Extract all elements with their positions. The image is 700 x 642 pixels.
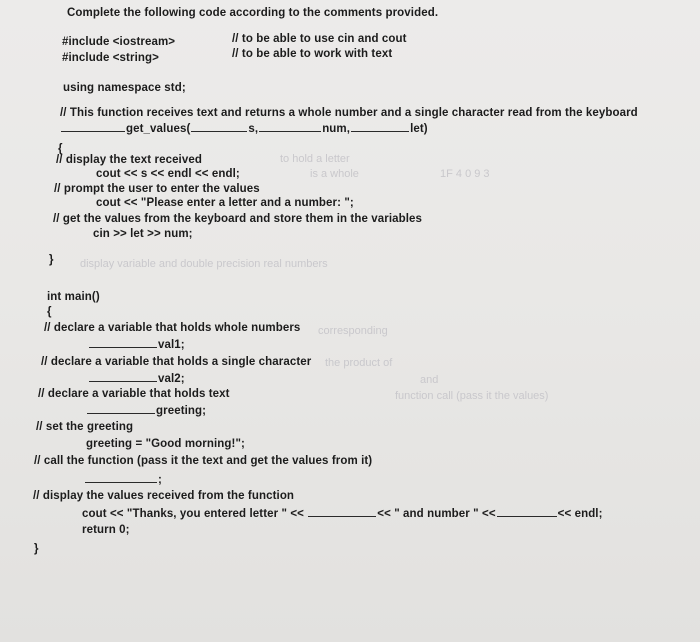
statement-cout-values: cout << "Thanks, you entered letter " << << " and number " << << endl; xyxy=(82,508,603,520)
include-string-comment: // to be able to work with text xyxy=(232,48,393,60)
bleed-through-text: 1F 4 0 9 3 xyxy=(440,168,490,180)
function-call-blank[interactable] xyxy=(85,473,157,483)
instruction-heading: Complete the following code according to the comments provided. xyxy=(67,7,439,19)
statement-return: return 0; xyxy=(82,524,130,536)
statement-cin: cin >> let >> num; xyxy=(93,228,193,240)
bleed-through-text: to hold a letter xyxy=(280,153,350,165)
comment-declare-text: // declare a variable that holds text xyxy=(38,388,230,400)
number-output-blank[interactable] xyxy=(497,507,557,517)
param1-type-blank[interactable] xyxy=(191,122,247,132)
main-close-brace: } xyxy=(34,543,39,555)
comment-display-text: // display the text received xyxy=(56,154,202,166)
comment-call-function: // call the function (pass it the text and get the values from it) xyxy=(34,455,373,467)
statement-set-greeting: greeting = "Good morning!"; xyxy=(86,438,245,450)
declare-greeting: greeting; xyxy=(86,404,206,417)
declare-val1: val1; xyxy=(88,338,185,351)
comment-display-values: // display the values received from the function xyxy=(33,490,295,502)
main-signature: int main() xyxy=(47,291,100,303)
function-comment: // This function receives text and returns a whole number and a single character read from the keyboard xyxy=(60,107,638,119)
function-open-brace: { xyxy=(58,143,63,155)
return-type-blank[interactable] xyxy=(61,122,125,132)
param3-type-blank[interactable] xyxy=(351,122,409,132)
greeting-type-blank[interactable] xyxy=(87,404,155,414)
comment-set-greeting: // set the greeting xyxy=(36,421,134,433)
bleed-through-text: display variable and double precision real numbers xyxy=(80,258,328,270)
using-namespace: using namespace std; xyxy=(63,82,186,94)
function-close-brace: } xyxy=(49,254,54,266)
include-iostream: #include <iostream> xyxy=(62,36,176,48)
function-signature: get_values( s, num, let) xyxy=(60,122,428,135)
main-open-brace: { xyxy=(47,306,52,318)
comment-declare-char: // declare a variable that holds a single character xyxy=(41,356,312,368)
bleed-through-text: corresponding xyxy=(318,325,388,337)
param2-type-blank[interactable] xyxy=(259,122,321,132)
comment-declare-whole: // declare a variable that holds whole numbers xyxy=(44,322,301,334)
include-string: #include <string> xyxy=(62,52,159,64)
val2-type-blank[interactable] xyxy=(89,372,157,382)
bleed-through-text: and xyxy=(420,374,439,386)
letter-output-blank[interactable] xyxy=(308,507,376,517)
bleed-through-text: the product of xyxy=(325,357,393,369)
bleed-through-text: is a whole xyxy=(310,168,359,180)
comment-get-values: // get the values from the keyboard and store them in the variables xyxy=(53,213,423,225)
comment-prompt: // prompt the user to enter the values xyxy=(54,183,260,195)
statement-prompt: cout << "Please enter a letter and a number: "; xyxy=(96,197,354,209)
bleed-through-text: function call (pass it the values) xyxy=(395,390,549,402)
val1-type-blank[interactable] xyxy=(89,338,157,348)
include-iostream-comment: // to be able to use cin and cout xyxy=(232,33,407,45)
declare-val2: val2; xyxy=(88,372,185,385)
statement-display-text: cout << s << endl << endl; xyxy=(96,168,240,180)
function-call-line: ; xyxy=(84,473,162,486)
